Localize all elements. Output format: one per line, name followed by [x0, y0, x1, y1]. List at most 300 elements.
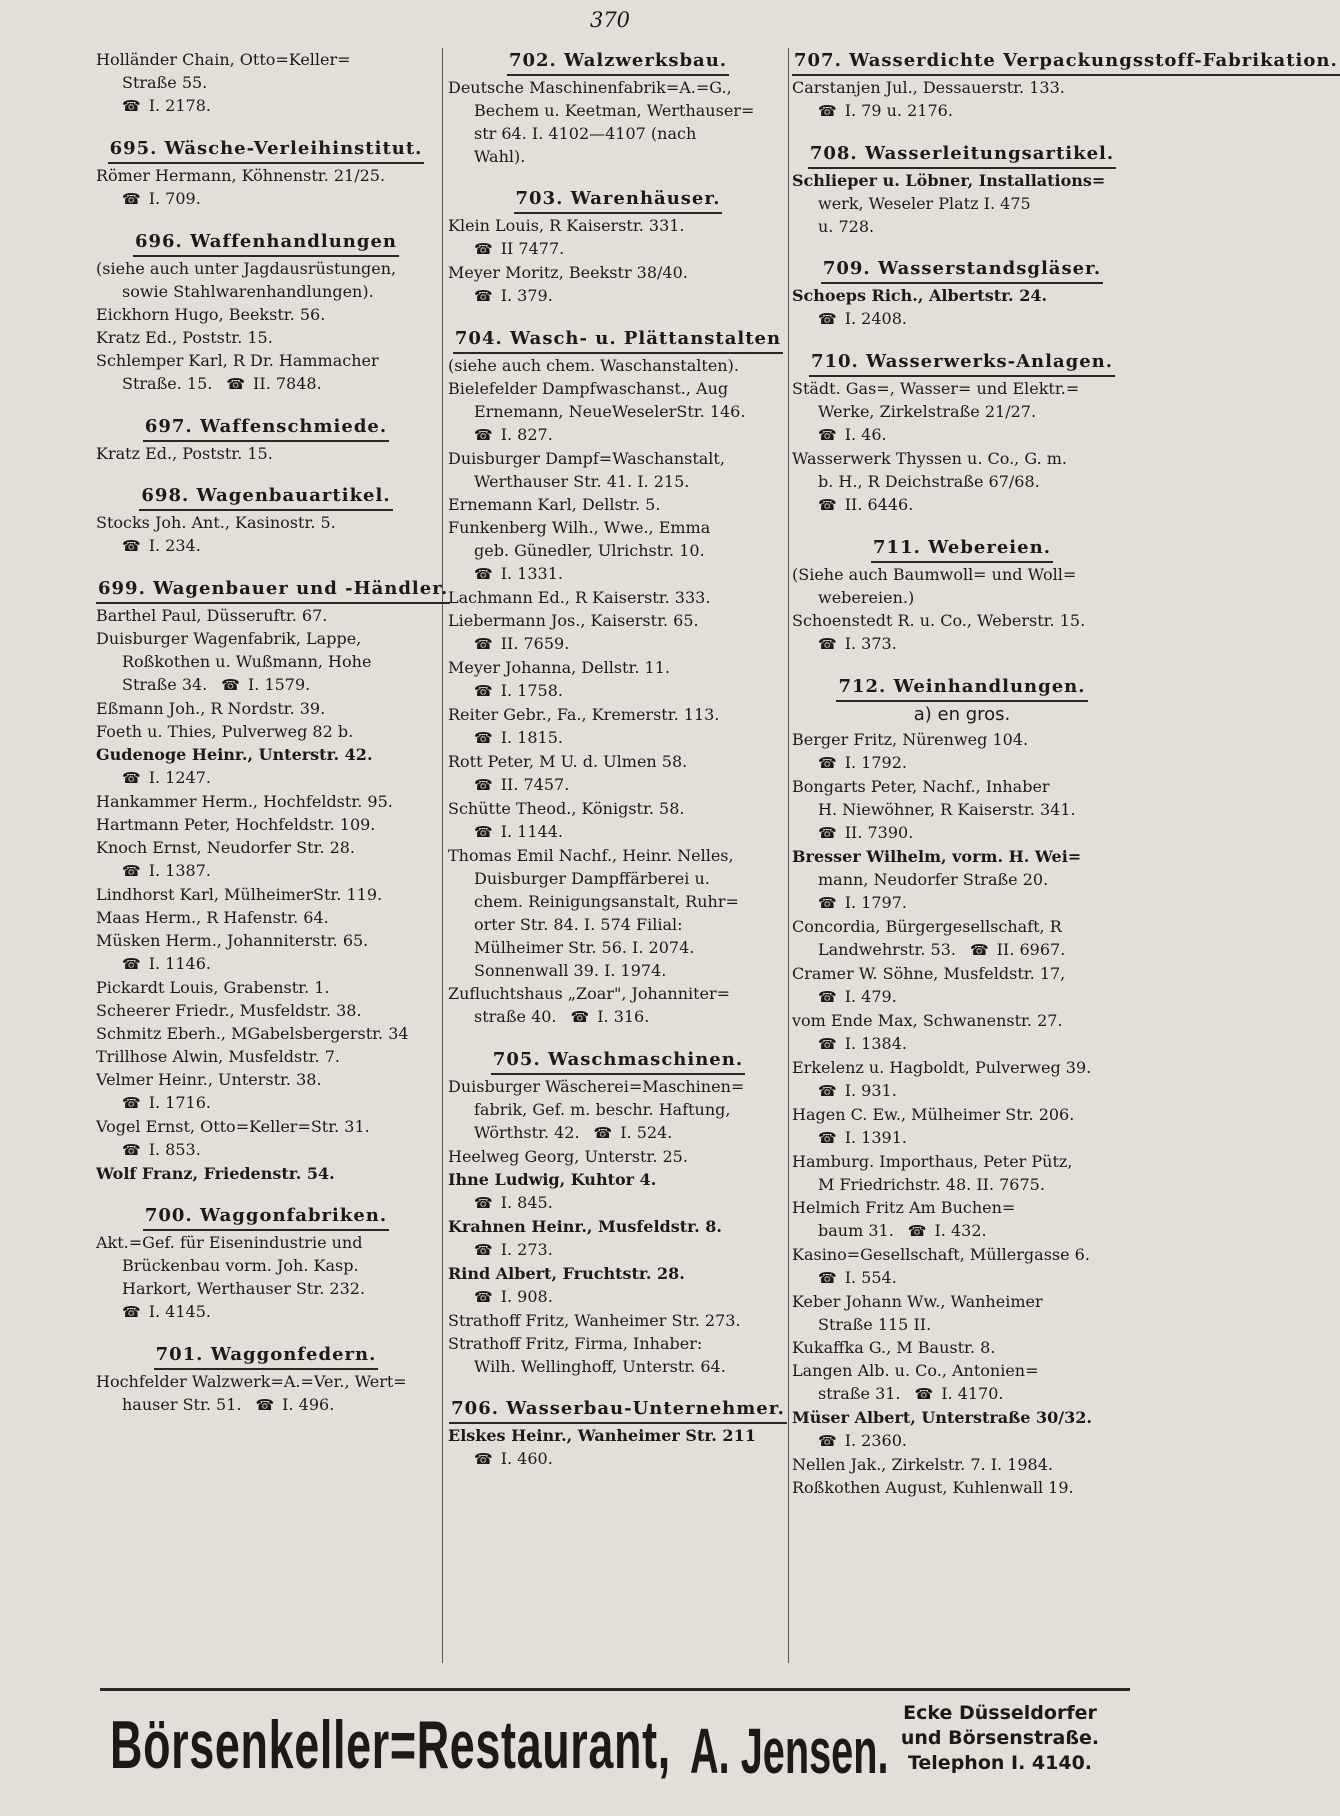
entry-line — [792, 1103, 1132, 1126]
subsection-heading: a) en gros. — [913, 704, 1011, 725]
entry-line — [448, 470, 788, 493]
directory-entry — [96, 627, 436, 697]
entry-text: Heelweg Georg, Unterstr. 25. — [448, 1147, 688, 1166]
entry-text: Roßkothen August, Kuhlenwall 19. — [792, 1478, 1074, 1497]
telephone-icon: ☎ — [818, 635, 837, 653]
directory-entry — [448, 1309, 788, 1332]
section-heading — [96, 1342, 436, 1370]
phone-number: I. 1716. — [148, 1093, 211, 1112]
section-heading-text: 697. Waffenschmiede. — [143, 414, 389, 442]
telephone-icon: ☎ — [570, 1008, 590, 1026]
telephone-icon: ☎ — [122, 1303, 141, 1321]
phone-line — [448, 562, 788, 586]
entry-text: b. H., R Deichstraße 67/68. — [818, 472, 1040, 491]
directory-entry — [448, 703, 788, 750]
directory-entry — [792, 1453, 1132, 1476]
phone-number: I. 1579. — [247, 675, 311, 694]
entry-line — [96, 511, 436, 534]
entry-line — [96, 743, 436, 766]
entry-line — [96, 720, 436, 743]
phone-line — [792, 632, 1132, 656]
telephone-icon: ☎ — [122, 1141, 141, 1159]
section-heading — [96, 229, 436, 257]
phone-number: I. 1331. — [500, 564, 563, 583]
phone-line — [96, 1138, 436, 1162]
section-heading — [792, 674, 1132, 702]
entry-line — [792, 1173, 1132, 1196]
directory-entry — [96, 883, 436, 906]
phone-number: I. 373. — [844, 634, 897, 653]
directory-entry — [792, 1196, 1132, 1243]
entry-text: Schoeps Rich., Albertstr. 24. — [792, 286, 1048, 305]
entry-text: Schlemper Karl, R Dr. Hammacher — [96, 351, 379, 370]
entry-text: webereien.) — [818, 588, 915, 607]
phone-number: I. 908. — [500, 1287, 553, 1306]
phone-line — [96, 952, 436, 976]
telephone-icon: ☎ — [474, 426, 493, 444]
directory-entry — [792, 1359, 1132, 1406]
telephone-icon: ☎ — [818, 754, 837, 772]
entry-line — [96, 906, 436, 929]
entry-text: Meyer Johanna, Dellstr. 11. — [448, 658, 670, 677]
entry-line — [96, 164, 436, 187]
entry-line — [792, 377, 1132, 400]
phone-line — [792, 1266, 1132, 1290]
directory-entry — [96, 257, 436, 303]
phone-number: I. 1391. — [844, 1128, 907, 1147]
telephone-icon: ☎ — [122, 97, 141, 115]
phone-line — [792, 1126, 1132, 1150]
entry-line — [96, 627, 436, 650]
phone-number: I. 554. — [844, 1268, 897, 1287]
entry-line — [448, 516, 788, 539]
entry-text: Liebermann Jos., Kaiserstr. 65. — [448, 611, 699, 630]
phone-line — [448, 237, 788, 261]
entry-text: Müser Albert, Unterstraße 30/32. — [792, 1408, 1092, 1427]
entry-line — [792, 1313, 1132, 1336]
entry-text: Ernemann, NeueWeselerStr. 146. — [474, 402, 746, 421]
entry-text: Vogel Ernst, Otto=Keller=Str. 31. — [96, 1117, 370, 1136]
entry-text: Harkort, Werthauser Str. 232. — [122, 1279, 366, 1298]
telephone-icon: ☎ — [122, 955, 141, 973]
telephone-icon: ☎ — [818, 310, 837, 328]
entry-line — [96, 303, 436, 326]
entry-line — [792, 1476, 1132, 1499]
telephone-icon: ☎ — [818, 988, 837, 1006]
telephone-icon: ☎ — [474, 565, 493, 583]
entry-line — [448, 400, 788, 423]
entry-line — [448, 1355, 788, 1378]
directory-entry — [792, 1243, 1132, 1290]
phone-number: I. 496. — [282, 1395, 335, 1414]
entry-text: fabrik, Gef. m. beschr. Haftung, — [474, 1100, 731, 1119]
phone-number: II. 7390. — [844, 823, 914, 842]
entry-line — [792, 1336, 1132, 1359]
telephone-icon: ☎ — [818, 1269, 837, 1287]
entry-line — [448, 1121, 788, 1145]
entry-text: Duisburger Dampf=Waschanstalt, — [448, 449, 725, 468]
entry-line — [96, 71, 436, 94]
entry-line — [448, 936, 788, 959]
advertisement-banner — [100, 1688, 1130, 1811]
entry-text: Cramer W. Söhne, Musfeldstr. 17, — [792, 964, 1066, 983]
entry-text: Lachmann Ed., R Kaiserstr. 333. — [448, 588, 711, 607]
section-heading-text: 712. Weinhandlungen. — [836, 674, 1087, 702]
entry-line — [448, 586, 788, 609]
entry-text: Duisburger Wagenfabrik, Lappe, — [96, 629, 362, 648]
phone-line — [792, 423, 1132, 447]
entry-text: Strathoff Fritz, Wanheimer Str. 273. — [448, 1311, 741, 1330]
entry-text: Straße 34. — [122, 675, 208, 694]
entry-line — [96, 813, 436, 836]
telephone-icon: ☎ — [255, 1396, 275, 1414]
entry-line — [792, 1453, 1132, 1476]
directory-entry — [96, 303, 436, 326]
entry-text: Kukaffka G., M Baustr. 8. — [792, 1338, 996, 1357]
section-heading — [448, 1396, 788, 1424]
phone-line — [448, 1238, 788, 1262]
entry-text: Bechem u. Keetman, Werthauser= — [474, 101, 755, 120]
directory-entry — [96, 349, 436, 396]
phone-number: I. 460. — [500, 1449, 553, 1468]
entry-line — [448, 703, 788, 726]
phone-number: I. 931. — [844, 1081, 897, 1100]
directory-entry — [96, 976, 436, 999]
phone-number: I. 1815. — [500, 728, 563, 747]
entry-line — [96, 976, 436, 999]
entry-line — [792, 192, 1132, 215]
entry-line — [96, 1277, 436, 1300]
entry-line — [448, 1215, 788, 1238]
entry-line — [448, 1005, 788, 1029]
directory-entry — [448, 1332, 788, 1378]
entry-text: vom Ende Max, Schwanenstr. 27. — [792, 1011, 1063, 1030]
phone-line — [792, 99, 1132, 123]
entry-text: Trillhose Alwin, Musfeldstr. 7. — [96, 1047, 340, 1066]
directory-entry — [448, 377, 788, 447]
section-heading — [448, 48, 788, 76]
telephone-icon: ☎ — [907, 1222, 927, 1240]
phone-number: I. 316. — [597, 1007, 650, 1026]
telephone-icon: ☎ — [122, 862, 141, 880]
entry-line — [448, 844, 788, 867]
directory-entry — [792, 1290, 1132, 1336]
ad-address-line: und Börsenstraße. — [900, 1727, 1100, 1749]
entry-line — [792, 962, 1132, 985]
entry-text: Schmitz Eberh., MGabelsbergerstr. 34 — [96, 1024, 409, 1043]
entry-text: Straße 115 II. — [818, 1315, 932, 1334]
telephone-icon: ☎ — [474, 729, 493, 747]
section-heading — [96, 576, 449, 604]
telephone-icon: ☎ — [474, 240, 493, 258]
entry-line — [792, 284, 1132, 307]
entry-text: Hartmann Peter, Hochfeldstr. 109. — [96, 815, 376, 834]
page-number: 370 — [589, 8, 631, 32]
phone-line — [96, 94, 436, 118]
entry-text: Deutsche Maschinenfabrik=A.=G., — [448, 78, 732, 97]
section-heading — [448, 186, 788, 214]
directory-entry — [96, 999, 436, 1022]
phone-line — [792, 1079, 1132, 1103]
entry-line — [448, 493, 788, 516]
entry-line — [448, 1098, 788, 1121]
entry-line — [448, 797, 788, 820]
telephone-icon: ☎ — [818, 102, 837, 120]
entry-text: hauser Str. 51. — [122, 1395, 242, 1414]
entry-text: Pickardt Louis, Grabenstr. 1. — [96, 978, 330, 997]
entry-line — [96, 673, 436, 697]
directory-entry — [448, 797, 788, 844]
phone-line — [96, 766, 436, 790]
column-2 — [448, 48, 788, 1471]
entry-text: Helmich Fritz Am Buchen= — [792, 1198, 1016, 1217]
section-heading-text: 705. Waschmaschinen. — [491, 1047, 745, 1075]
entry-line — [96, 48, 436, 71]
entry-text: Hankammer Herm., Hochfeldstr. 95. — [96, 792, 393, 811]
directory-entry — [448, 76, 788, 168]
entry-text: Foeth u. Thies, Pulverweg 82 b. — [96, 722, 354, 741]
telephone-icon: ☎ — [593, 1124, 613, 1142]
directory-entry — [96, 697, 436, 720]
directory-entry — [448, 982, 788, 1029]
entry-text: Wahl). — [474, 147, 526, 166]
phone-line — [792, 751, 1132, 775]
phone-line — [96, 187, 436, 211]
phone-line — [448, 773, 788, 797]
entry-text: u. 728. — [818, 217, 875, 236]
entry-line — [448, 867, 788, 890]
entry-line — [96, 697, 436, 720]
entry-line — [792, 76, 1132, 99]
directory-entry — [96, 1045, 436, 1068]
telephone-icon: ☎ — [122, 537, 141, 555]
directory-entry — [96, 743, 436, 790]
directory-entry — [448, 844, 788, 982]
entry-text: Maas Herm., R Hafenstr. 64. — [96, 908, 329, 927]
entry-line — [448, 656, 788, 679]
entry-text: Müsken Herm., Johanniterstr. 65. — [96, 931, 369, 950]
entry-text: Roßkothen u. Wußmann, Hohe — [122, 652, 372, 671]
entry-text: Scheerer Friedr., Musfeldstr. 38. — [96, 1001, 362, 1020]
entry-text: straße 31. — [818, 1384, 901, 1403]
entry-line — [96, 883, 436, 906]
entry-line — [792, 1243, 1132, 1266]
entry-text: M Friedrichstr. 48. II. 7675. — [818, 1175, 1045, 1194]
phone-number: II. 7457. — [500, 775, 570, 794]
phone-number: I. 4145. — [148, 1302, 211, 1321]
directory-entry — [96, 1115, 436, 1162]
section-heading — [96, 136, 436, 164]
entry-text: Hamburg. Importhaus, Peter Pütz, — [792, 1152, 1073, 1171]
directory-entry — [448, 261, 788, 308]
section-heading — [792, 349, 1132, 377]
section-heading-text: 709. Wasserstandsgläser. — [821, 256, 1103, 284]
directory-entry — [96, 790, 436, 813]
directory-entry — [96, 604, 436, 627]
entry-text: str 64. I. 4102—4107 (nach — [474, 124, 697, 143]
entry-text: Hochfelder Walzwerk=A.=Ver., Wert= — [96, 1372, 407, 1391]
entry-text: Bongarts Peter, Nachf., Inhaber — [792, 777, 1050, 796]
section-heading-text: 706. Wasserbau-Unternehmer. — [449, 1396, 787, 1424]
ad-address-line: Telephon I. 4140. — [907, 1752, 1093, 1774]
entry-text: Ihne Ludwig, Kuhtor 4. — [448, 1170, 657, 1189]
entry-text: Erkelenz u. Hagboldt, Pulverweg 39. — [792, 1058, 1092, 1077]
entry-line — [448, 1332, 788, 1355]
entry-text: Thomas Emil Nachf., Heinr. Nelles, — [448, 846, 734, 865]
directory-entry — [792, 1336, 1132, 1359]
entry-line — [792, 563, 1132, 586]
entry-text: Lindhorst Karl, MülheimerStr. 119. — [96, 885, 383, 904]
entry-text: (siehe auch unter Jagdausrüstungen, — [96, 259, 397, 278]
entry-line — [792, 586, 1132, 609]
telephone-icon: ☎ — [818, 1035, 837, 1053]
phone-line — [96, 1300, 436, 1324]
entry-line — [448, 99, 788, 122]
entry-line — [448, 913, 788, 936]
section-heading — [448, 1047, 788, 1075]
entry-text: Keber Johann Ww., Wanheimer — [792, 1292, 1043, 1311]
section-heading — [448, 326, 788, 354]
entry-line — [792, 1196, 1132, 1219]
directory-entry — [96, 511, 436, 558]
telephone-icon: ☎ — [474, 635, 493, 653]
telephone-icon: ☎ — [122, 190, 141, 208]
entry-line — [792, 868, 1132, 891]
entry-text: Elskes Heinr., Wanheimer Str. 211 — [448, 1426, 756, 1445]
telephone-icon: ☎ — [914, 1385, 934, 1403]
entry-text: (siehe auch chem. Waschanstalten). — [448, 356, 739, 375]
phone-line — [448, 726, 788, 750]
directory-entry — [792, 1476, 1132, 1499]
entry-text: Klein Louis, R Kaiserstr. 331. — [448, 216, 685, 235]
entry-line — [96, 1231, 436, 1254]
directory-entry — [448, 516, 788, 586]
phone-number: I. 2178. — [148, 96, 211, 115]
directory-entry — [96, 836, 436, 883]
phone-number: I. 845. — [500, 1193, 553, 1212]
entry-line — [792, 1382, 1132, 1406]
entry-line — [792, 798, 1132, 821]
entry-text: Schütte Theod., Königstr. 58. — [448, 799, 685, 818]
entry-text: baum 31. — [818, 1221, 894, 1240]
directory-entry — [448, 609, 788, 656]
phone-number: I. 524. — [620, 1123, 673, 1142]
entry-line — [96, 604, 436, 627]
phone-line — [792, 891, 1132, 915]
entry-line — [448, 982, 788, 1005]
directory-entry — [792, 1103, 1132, 1150]
telephone-icon: ☎ — [474, 776, 493, 794]
entry-line — [792, 728, 1132, 751]
entry-line — [96, 326, 436, 349]
phone-number: I. 709. — [148, 189, 201, 208]
entry-line — [96, 1370, 436, 1393]
entry-line — [448, 354, 788, 377]
directory-entry — [96, 720, 436, 743]
entry-line — [792, 915, 1132, 938]
directory-entry — [448, 750, 788, 797]
entry-line — [448, 377, 788, 400]
entry-text: Langen Alb. u. Co., Antonien= — [792, 1361, 1039, 1380]
entry-text: Schlieper u. Löbner, Installations= — [792, 171, 1106, 190]
entry-text: Gudenoge Heinr., Unterstr. 42. — [96, 745, 373, 764]
directory-entry — [792, 76, 1132, 123]
directory-entry — [96, 1068, 436, 1115]
directory-entry — [792, 728, 1132, 775]
entry-text: Knoch Ernst, Neudorfer Str. 28. — [96, 838, 356, 857]
ad-restaurant-name: Börsenkeller=Restaurant, — [110, 1707, 671, 1783]
telephone-icon: ☎ — [474, 1288, 493, 1306]
phone-number: II 7477. — [500, 239, 565, 258]
phone-line — [792, 821, 1132, 845]
directory-entry — [792, 169, 1132, 238]
entry-line — [448, 890, 788, 913]
section-heading — [96, 414, 436, 442]
directory-entry — [448, 656, 788, 703]
entry-text: Straße 55. — [122, 73, 208, 92]
directory-entry — [96, 929, 436, 976]
entry-text: orter Str. 84. I. 574 Filial: — [474, 915, 683, 934]
entry-text: Duisburger Wäscherei=Maschinen= — [448, 1077, 745, 1096]
phone-line — [792, 307, 1132, 331]
entry-text: Meyer Moritz, Beekstr 38/40. — [448, 263, 688, 282]
phone-number: I. 1146. — [148, 954, 211, 973]
entry-text: (Siehe auch Baumwoll= und Woll= — [792, 565, 1077, 584]
entry-line — [96, 836, 436, 859]
entry-line — [792, 845, 1132, 868]
section-heading-text: 696. Waffenhandlungen — [133, 229, 399, 257]
entry-line — [448, 214, 788, 237]
phone-line — [96, 1091, 436, 1115]
entry-line — [448, 447, 788, 470]
directory-entry — [96, 1370, 436, 1417]
entry-line — [448, 1424, 788, 1447]
phone-number: I. 273. — [500, 1240, 553, 1259]
entry-text: Bresser Wilhelm, vorm. H. Wei= — [792, 847, 1082, 866]
directory-entry — [96, 48, 436, 118]
section-heading-text: 703. Warenhäuser. — [514, 186, 723, 214]
column-rule — [442, 48, 443, 1663]
directory-entry — [792, 1056, 1132, 1103]
entry-text: Holländer Chain, Otto=Keller= — [96, 50, 351, 69]
entry-text: Carstanjen Jul., Dessauerstr. 133. — [792, 78, 1065, 97]
directory-entry — [96, 1022, 436, 1045]
entry-line — [96, 1115, 436, 1138]
ad-address — [870, 1701, 1130, 1776]
telephone-icon: ☎ — [818, 824, 837, 842]
entry-text: Bielefelder Dampfwaschanst., Aug — [448, 379, 729, 398]
directory-entry — [448, 354, 788, 377]
entry-text: Hagen C. Ew., Mülheimer Str. 206. — [792, 1105, 1075, 1124]
entry-line — [96, 1045, 436, 1068]
phone-number: II. 6967. — [996, 940, 1066, 959]
section-heading-text: 711. Webereien. — [871, 535, 1053, 563]
entry-line — [448, 539, 788, 562]
section-heading-text: 698. Wagenbauartikel. — [139, 483, 392, 511]
directory-entry — [792, 447, 1132, 517]
entry-text: Duisburger Dampffärberei u. — [474, 869, 710, 888]
telephone-icon: ☎ — [474, 1450, 493, 1468]
entry-line — [792, 447, 1132, 470]
entry-line — [448, 1262, 788, 1285]
entry-line — [448, 750, 788, 773]
entry-line — [96, 1254, 436, 1277]
phone-number: I. 1792. — [844, 753, 907, 772]
column-3 — [792, 48, 1338, 1499]
entry-line — [96, 1022, 436, 1045]
entry-text: chem. Reinigungsanstalt, Ruhr= — [474, 892, 739, 911]
directory-entry — [792, 845, 1132, 915]
